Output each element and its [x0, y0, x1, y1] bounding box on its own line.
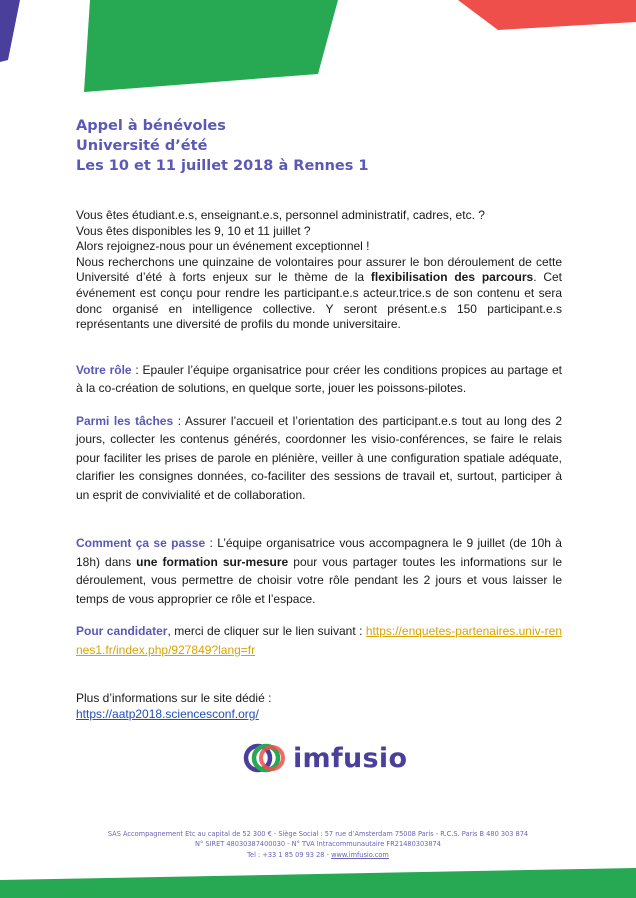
green-bottom-shape	[0, 868, 636, 898]
role-section: Votre rôle : Epauler l’équipe organisatrice pour créer les conditions propices au partage et à la co-création de solutions, en quelque sorte, jouer les poissons-pilotes.	[76, 362, 563, 396]
apply-link[interactable]: https://enquetes-partenaires.univ-rennes1.fr/index.php/927849?lang=fr	[76, 624, 562, 657]
footer-line-3: Tel : +33 1 85 09 93 28 - www.imfusio.com	[247, 850, 389, 859]
tasks-section: Parmi les tâches : Assurer l’accueil et l’orientation des participant.e.s tout au long des 2 jours, collecter les contenus générés, coordonner les visio-conférences, se faire le relais pour faciliter les prises de parole en plénière, veiller à une configuration spatiale adéquate, clarifier les consignes données, co-faciliter des sessions de travail et, surtout, participer à un esprit de convivialité et de collaboration.	[76, 413, 562, 502]
footer	[0, 829, 636, 860]
green-shape	[84, 0, 338, 92]
red-shape	[458, 0, 636, 30]
page-title	[76, 116, 369, 176]
intro-line-1: Vous êtes étudiant.e.s, enseignant.e.s, personnel administratif, cadres, etc. ?	[76, 208, 485, 222]
footer-line-1: SAS Accompagnement Etc au capital de 52 300 € - Siège Social : 57 rue d’Amsterdam 75008 Paris - R.C.S. Paris B 480 303 874	[107, 830, 529, 838]
title-line-2: Université d’été	[76, 138, 208, 154]
intro-bold: flexibilisation des parcours	[370, 270, 534, 285]
process-bold: une formation sur-mesure	[136, 554, 289, 569]
process-section: Comment ça se passe : L’équipe organisatrice vous accompagnera le 9 juillet (de 10h à 18h) dans une formation sur-mesure pour vous partager toutes les informations sur le déroulement, vous permettre de choisir votre rôle pendant les 2 jours et vous laisser le temps de vous approprier ce rôle et l’espace.	[76, 536, 562, 606]
title-line-3: Les 10 et 11 juillet 2018 à Rennes 1	[76, 158, 369, 174]
more-info-line	[76, 707, 562, 723]
title-line-1: Appel à bénévoles	[76, 118, 226, 134]
footer-website-link[interactable]: www.imfusio.com	[331, 850, 389, 859]
process-label: Comment ça se passe	[76, 536, 206, 551]
document-body	[76, 208, 562, 722]
tasks-label: Parmi les tâches	[76, 413, 174, 428]
role-label: Votre rôle	[76, 362, 132, 377]
apply-label: Pour candidater	[76, 624, 168, 639]
more-info-text: Plus d’informations sur le site dédié :	[76, 691, 272, 706]
intro-line-3: Alors rejoignez-nous pour un événement exceptionnel !	[76, 239, 370, 254]
more-info-link[interactable]: https://aatp2018.sciencesconf.org/	[76, 706, 259, 721]
footer-line-2: N° SIRET 48030387400030 - N° TVA Intracommunautaire FR21480303874	[195, 840, 441, 849]
imfusio-logo	[243, 738, 407, 778]
intro-line-2: Vous êtes disponibles les 9, 10 et 11 juillet ?	[76, 223, 311, 238]
apply-section: Pour candidater, merci de cliquer sur le lien suivant : https://enquetes-partenaires.univ-rennes1.fr/index.php/927849?lang=fr	[76, 624, 562, 657]
intro-paragraph: Nous recherchons une quinzaine de volontaires pour assurer le bon déroulement de cette Université d’été à forts enjeux sur le thème de la flexibilisation des parcours. Cet événement est conçu pour rendre les participant.e.s acteur.trice.s de son contenu et sera donc organisé en intelligence collective. Y seront présent.e.s 150 participant.e.s représentants une diversité de profils du monde universitaire.	[76, 254, 563, 332]
top-decoration	[0, 0, 636, 100]
bottom-decoration	[0, 868, 636, 898]
logo-text: imfusio	[293, 742, 408, 774]
purple-corner-shape	[0, 0, 20, 62]
logo-rings-icon	[243, 740, 287, 776]
